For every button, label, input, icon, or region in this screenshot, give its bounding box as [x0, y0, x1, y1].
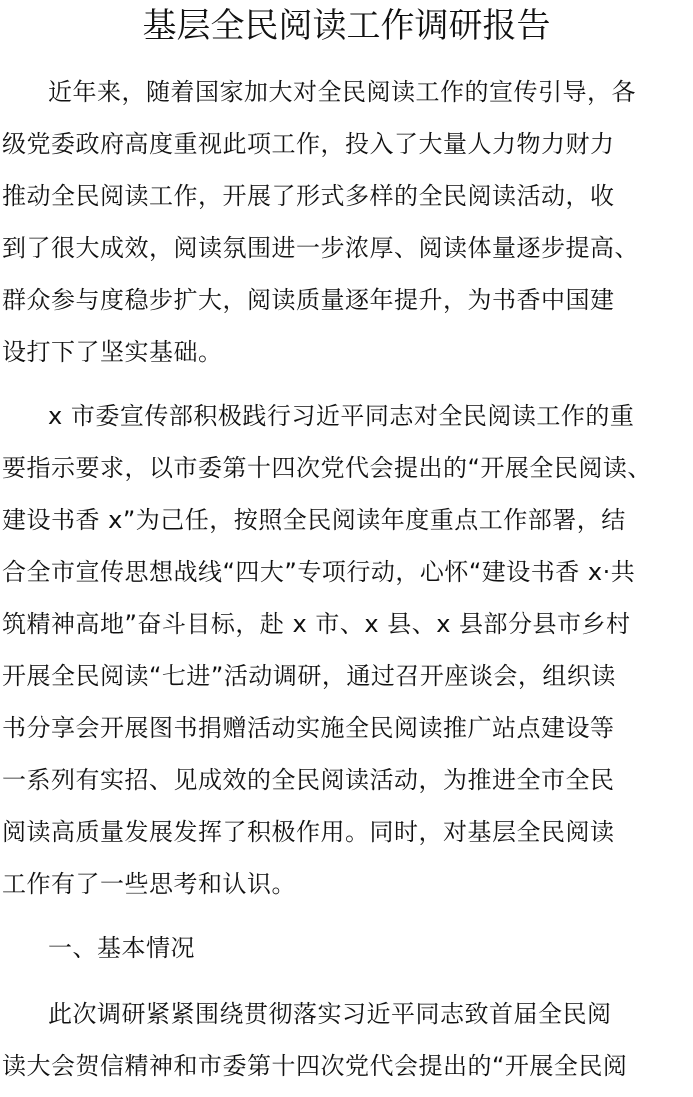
paragraph-line: 合全市宣传思想战线“四大”专项行动，心怀“建设书香 x·共 — [2, 558, 636, 586]
paragraph-line: 读大会贺信精神和市委第十四次党代会提出的“开展全民阅 — [2, 1052, 628, 1080]
paragraph-line: 级党委政府高度重视此项工作，投入了大量人力物力财力 — [2, 130, 615, 158]
paragraph-line: 阅读高质量发展发挥了积极作用。同时，对基层全民阅读 — [2, 818, 615, 846]
paragraph-line: x 市委宣传部积极践行习近平同志对全民阅读工作的重 — [48, 402, 635, 430]
paragraph-activities — [2, 390, 692, 910]
paragraph-line: 群众参与度稳步扩大，阅读质量逐年提升，为书香中国建 — [2, 286, 615, 314]
paragraph-line: 近年来，随着国家加大对全民阅读工作的宣传引导，各 — [48, 78, 636, 106]
section-heading-text: 一、基本情况 — [48, 934, 195, 962]
paragraph-intro — [2, 66, 692, 378]
paragraph-line: 设打下了坚实基础。 — [2, 338, 223, 366]
section-heading — [2, 922, 692, 974]
paragraph-line: 到了很大成效，阅读氛围进一步浓厚、阅读体量逐步提高、 — [2, 234, 639, 262]
paragraph-line: 此次调研紧紧围绕贯彻落实习近平同志致首届全民阅 — [48, 1000, 612, 1028]
paragraph-line: 工作有了一些思考和认识。 — [2, 870, 296, 898]
paragraph-basic-situation — [2, 988, 692, 1092]
paragraph-line: 推动全民阅读工作，开展了形式多样的全民阅读活动，收 — [2, 182, 615, 210]
document-title: 基层全民阅读工作调研报告 — [142, 6, 551, 46]
paragraph-line: 建设书香 x”为己任，按照全民阅读年度重点工作部署，结 — [2, 506, 626, 534]
paragraph-line: 筑精神高地”奋斗目标，赴 x 市、x 县、x 县部分县市乡村 — [2, 610, 631, 638]
paragraph-line: 开展全民阅读“七进”活动调研，通过召开座谈会，组织读 — [2, 662, 616, 690]
paragraph-line: 要指示要求，以市委第十四次党代会提出的“开展全民阅读、 — [2, 454, 652, 482]
paragraph-line: 一系列有实招、见成效的全民阅读活动，为推进全市全民 — [2, 766, 615, 794]
paragraph-line: 书分享会开展图书捐赠活动实施全民阅读推广站点建设等 — [2, 714, 615, 742]
